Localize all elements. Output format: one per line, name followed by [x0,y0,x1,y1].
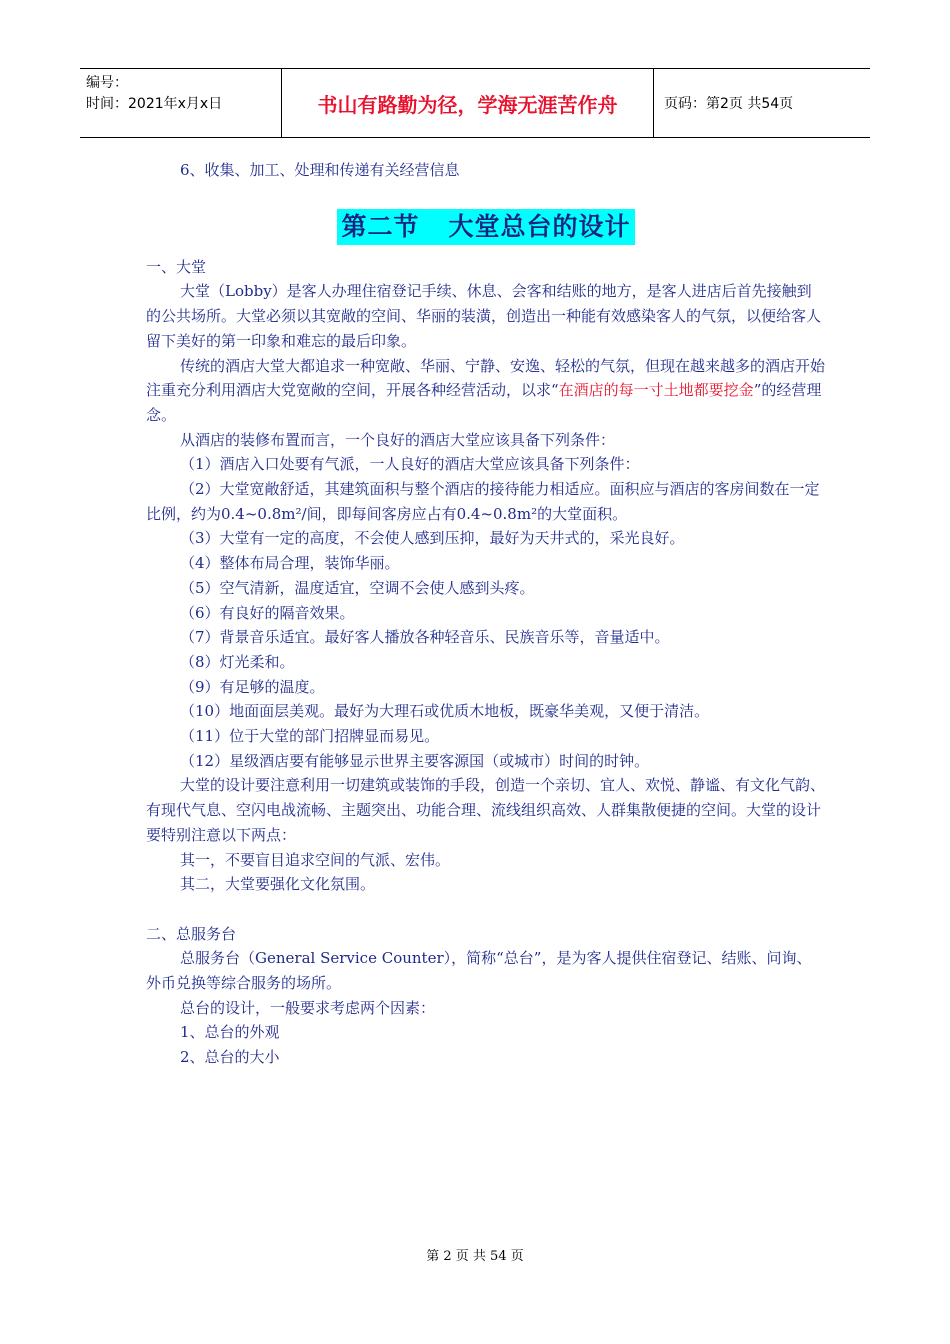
conditions-intro: 从酒店的装修布置而言，一个良好的酒店大堂应该具备下列条件： [180,430,616,449]
counter-item-1: 1、总台的外观 [180,1023,280,1042]
section-title: 第二节 大堂总台的设计 [337,209,634,245]
design-point-2: 其二，大堂要强化文化氛围。 [180,875,376,894]
lobby-heading: 一、大堂 [146,257,207,276]
design-para: 大堂的设计要注意利用一切建筑或装饰的手段，创造一个亲切、宜人、欢悦、静谧、有文化气韵、有现代气息、空闪电战流畅、主题突出、功能合理、流线组织高效、人群集散便捷的空间。大堂的设计要特别注意以下两点： [146,776,826,844]
time-label: 时间：2021年x月x日 [86,96,223,112]
condition-item-11: （11）位于大堂的部门招牌显而易见。 [180,727,440,746]
condition-item-4: （4）整体布局合理，装饰华丽。 [180,554,400,573]
condition-item-9: （9）有足够的温度。 [180,677,325,696]
condition-item-1: （1）酒店入口处要有气派，一人良好的酒店大堂应该具备下列条件： [180,455,640,474]
lobby-para-1: 大堂（Lobby）是客人办理住宿登记手续、休息、会客和结账的地方，是客人进店后首先接触到的公共场所。大堂必须以其宽敞的空间、华丽的装潢，创造出一种能有效感染客人的气氛，以便给客人留下美好的第一印象和难忘的最后印象。 [146,282,822,350]
condition-item-8: （8）灯光柔和。 [180,652,295,671]
condition-item-3: （3）大堂有一定的高度，不会使人感到压抑，最好为天井式的，采光良好。 [180,529,685,548]
document-header [80,68,870,138]
header-page-info: 页码：第2页 共54页 [664,96,794,112]
condition-item-2: （2）大堂宽敞舒适，其建筑面积与整个酒店的接待能力相适应。面积应与酒店的客房间数在一定比例，约为0.4~0.8m²/间，即每间客房应占有0.4~0.8m²的大堂面积。 [146,480,820,523]
document-body [146,158,826,1070]
intro-line: 6、收集、加工、处理和传递有关经营信息 [180,161,460,179]
condition-item-10: （10）地面面层美观。最好为大理石或优质木地板，既豪华美观，又便于清洁。 [180,702,710,721]
lobby-para-2-after: ”的经营理念。 [146,381,822,424]
counter-heading: 二、总服务台 [146,924,237,943]
condition-item-5: （5）空气清新，温度适宜，空调不会使人感到头疼。 [180,578,535,597]
counter-item-2: 2、总台的大小 [180,1048,280,1067]
counter-para-2: 总台的设计，一般要求考虑两个因素： [180,998,436,1017]
header-motto: 书山有路勤为径，学海无涯苦作舟 [282,69,654,137]
page-footer: 第 2 页 共 54 页 [426,1249,524,1264]
lobby-para-2-highlight: 在酒店的每一寸土地都要挖金 [558,381,754,400]
section-title-wrap [146,209,826,245]
number-label: 编号： [86,75,128,91]
header-meta [80,69,282,137]
design-point-1: 其一，不要盲目追求空间的气派、宏伟。 [180,850,451,869]
lobby-para-2 [146,354,826,428]
paragraph-gap [146,897,826,922]
condition-item-6: （6）有良好的隔音效果。 [180,603,355,622]
condition-item-7: （7）背景音乐适宜。最好客人播放各种轻音乐、民族音乐等，音量适中。 [180,628,670,647]
condition-item-12: （12）星级酒店要有能够显示世界主要客源国（或城市）时间的时钟。 [180,751,650,770]
counter-para-1: 总服务台（General Service Counter），简称“总台”，是为客人提供住宿登记、结账、问询、外币兑换等综合服务的场所。 [146,949,812,993]
lobby-para-2-before: 传统的酒店大堂大都追求一种宽敞、华丽、宁静、安逸、轻松的气氛，但现在越来越多的酒店开始注重充分利用酒店大党宽敞的空间，开展各种经营活动，以求“ [146,356,826,400]
